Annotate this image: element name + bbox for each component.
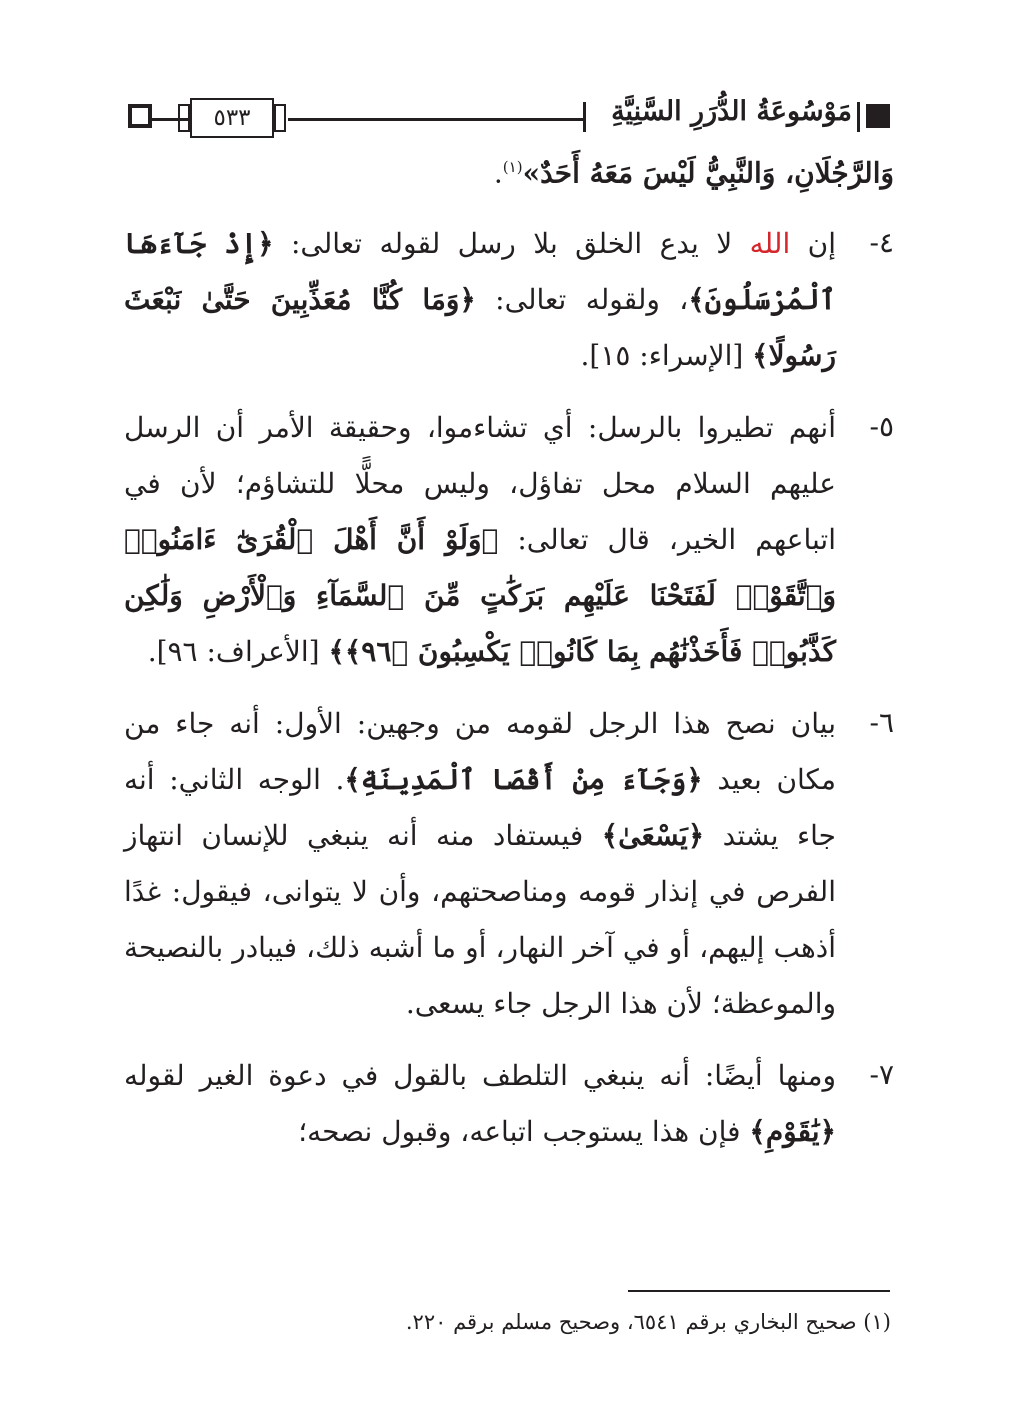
quran-verse: ﴿وَلَوْ أَنَّ أَهْلَ ٱلْقُرَىٰٓ ءَامَنُوا۟ وَٱتَّقَوْا۟ لَفَتَحْنَا عَلَيْهِم بَرَكَٰتٍ مِّنَ ٱلسَّمَآءِ وَٱلْأَرْضِ وَلَٰكِن كَذَّبُوا۟ فَأَخَذْنَٰهُم بِمَا كَانُوا۟ يَكْسِبُونَ ﴿٩٦﴾﴾	[124, 523, 836, 669]
footnote: (١) صحيح البخاري برقم ٦٥٤١، وصحيح مسلم برقم ٢٢٠.	[405, 1310, 891, 1334]
list-item	[124, 1048, 894, 1160]
book-title: مَوْسُوعَةُ الدُّرَرِ السَّنِيَّةِ	[611, 96, 852, 127]
item-text	[124, 400, 836, 680]
header-divider	[583, 102, 586, 132]
text: ، ولقوله تعالى:	[475, 283, 689, 317]
header-left-square	[128, 104, 152, 128]
item-number: ٥-	[869, 410, 894, 444]
page-header	[128, 98, 890, 142]
footnote-separator	[628, 1290, 890, 1292]
text: فإن هذا يستوجب اتباعه، وقبول نصحه؛	[298, 1115, 750, 1149]
text: أنهم تطيروا بالرسل: أي تشاءموا، وحقيقة الأمر أن الرسل عليهم السلام محل تفاؤل، وليس محلًّا للتشاؤم؛ لأن في اتباعهم الخير، قال تعالى:	[124, 411, 836, 557]
quran-verse: ﴿يَسْعَىٰ﴾	[601, 819, 705, 853]
page-body	[124, 140, 894, 1160]
hadith-text: وَالرَّجُلَانِ، وَالنَّبِيُّ لَيْسَ مَعَهُ أَحَدٌ»	[522, 156, 894, 190]
page-number: ٥٣٣	[190, 98, 274, 138]
intro-end: .	[493, 156, 503, 190]
quran-verse: ﴿وَمَا كُنَّا مُعَذِّبِينَ حَتَّىٰ نَبْعَثَ رَسُولًا﴾	[124, 283, 836, 373]
list-item	[124, 696, 894, 1032]
header-right-square	[866, 104, 890, 128]
header-middle-rule	[288, 118, 583, 121]
divine-name: الله	[749, 227, 791, 261]
item-number: ٤-	[869, 226, 894, 260]
item-number: ٧-	[869, 1058, 894, 1092]
text: لا يدع الخلق بلا رسل لقوله تعالى:	[273, 227, 750, 261]
item-text	[124, 216, 836, 384]
footnote-ref: (١)	[502, 158, 523, 176]
item-number: ٦-	[869, 706, 894, 740]
item-text	[124, 696, 836, 1032]
text: إن	[790, 227, 837, 261]
header-divider-right	[857, 102, 860, 132]
verse-reference: [الأعراف: ٩٦].	[147, 635, 329, 669]
quran-verse: ﴿يَٰقَوْمِ﴾	[749, 1115, 836, 1149]
text: . الوجه الثاني: أنه جاء يشتد	[124, 763, 836, 853]
quran-verse: ﴿وَجَآءَ مِنْ أَقْصَا ٱلْمَدِينَةِ﴾	[344, 763, 703, 797]
text: بيان نصح هذا الرجل لقومه من وجهين: الأول: أنه جاء من مكان بعيد	[124, 707, 836, 797]
list-item	[124, 400, 894, 680]
item-text	[124, 1048, 836, 1160]
intro-line	[124, 140, 894, 200]
list-item	[124, 216, 894, 384]
quran-verse: ﴿إِذْ جَآءَهَا ٱلْمُرْسَلُونَ﴾	[124, 227, 836, 317]
text: ومنها أيضًا: أنه ينبغي التلطف بالقول في دعوة الغير لقوله	[124, 1059, 836, 1093]
verse-reference: [الإسراء: ١٥].	[580, 339, 753, 373]
text: فيستفاد منه أنه ينبغي للإنسان انتهاز الفرص في إنذار قومه ومناصحتهم، وأن لا يتوانى، فيقول: غدًا أذهب إليهم، أو في آخر النهار، أو ما أشبه ذلك، فيبادر بالنصيحة والموعظة؛ لأن هذا الرجل جاء يسعى.	[124, 819, 836, 1021]
